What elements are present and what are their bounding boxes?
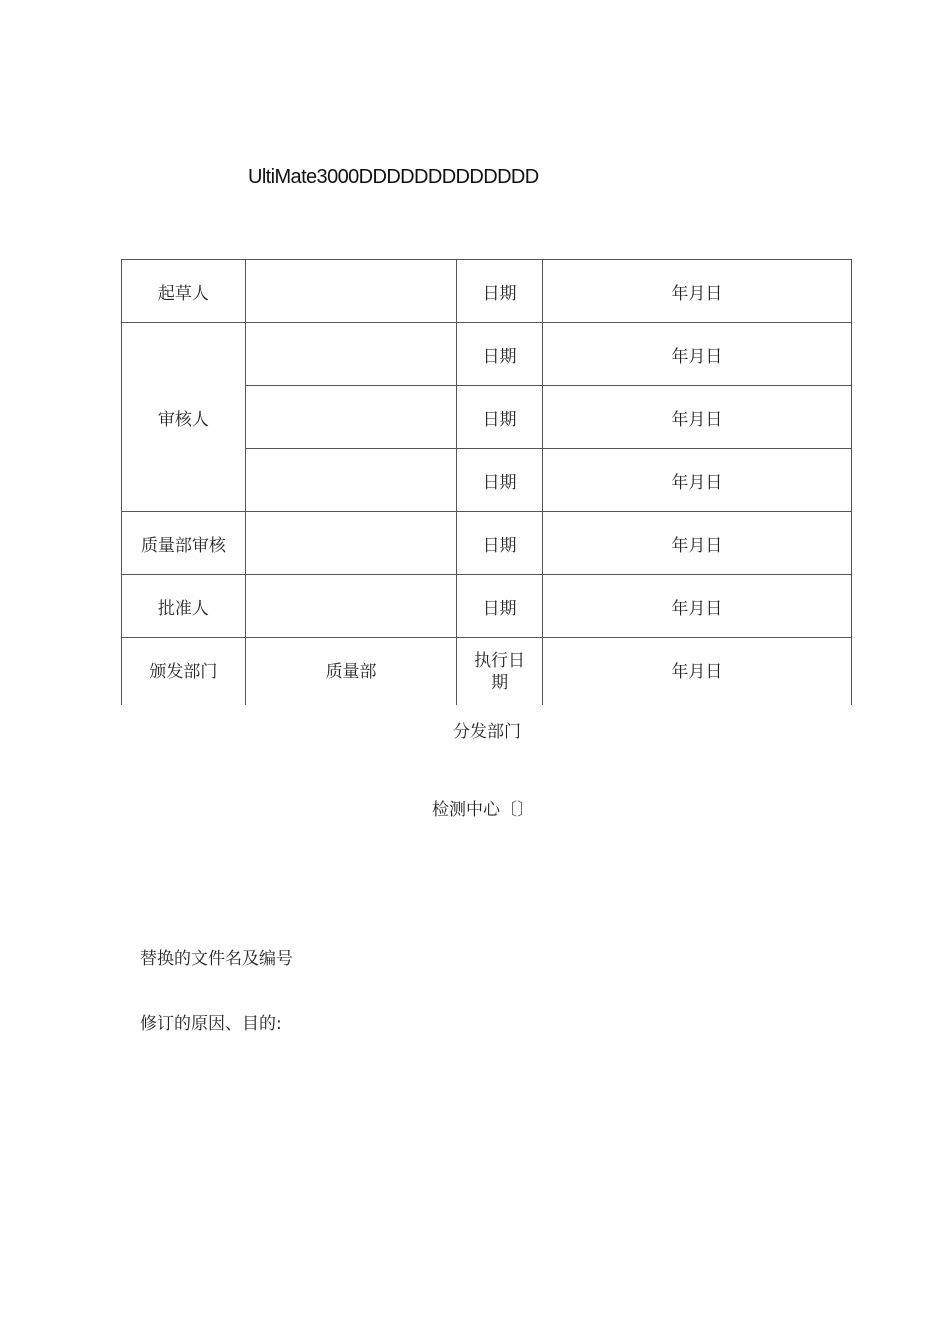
drafter-field[interactable] (245, 260, 456, 323)
approver-field[interactable] (245, 575, 456, 638)
table-row (122, 575, 852, 638)
exec-date-label-text: 执行日期 (474, 650, 526, 693)
replace-file-label: 替换的文件名及编号 (140, 949, 293, 969)
reviewer-label: 审核人 (122, 323, 246, 512)
date-label: 日期 (457, 512, 543, 575)
distribution-label: 分发部门 (453, 722, 521, 742)
date-value: 年月日 (542, 638, 851, 706)
document-title: UltiMate3000DDDDDDDDDDDDD (248, 166, 539, 188)
reviewer-field[interactable] (245, 323, 456, 386)
date-value: 年月日 (542, 323, 851, 386)
date-label: 日期 (457, 575, 543, 638)
date-value: 年月日 (542, 386, 851, 449)
issuing-dept-value: 质量部 (245, 638, 456, 706)
exec-date-label (457, 638, 543, 706)
revision-reason-label: 修订的原因、目的: (140, 1014, 282, 1034)
issuing-dept-label: 颁发部门 (122, 638, 246, 706)
reviewer-field[interactable] (245, 449, 456, 512)
date-label: 日期 (457, 386, 543, 449)
table-row (122, 638, 852, 706)
date-value: 年月日 (542, 575, 851, 638)
reviewer-field[interactable] (245, 386, 456, 449)
table-row (122, 512, 852, 575)
table-row (122, 323, 852, 386)
drafter-label: 起草人 (122, 260, 246, 323)
date-value: 年月日 (542, 260, 851, 323)
table-row (122, 260, 852, 323)
approval-table (121, 259, 852, 705)
approver-label: 批准人 (122, 575, 246, 638)
date-value: 年月日 (542, 449, 851, 512)
distribution-value: 检测中心〔〕 (432, 800, 534, 820)
date-value: 年月日 (542, 512, 851, 575)
qa-review-label: 质量部审核 (122, 512, 246, 575)
date-label: 日期 (457, 323, 543, 386)
date-label: 日期 (457, 260, 543, 323)
date-label: 日期 (457, 449, 543, 512)
qa-review-field[interactable] (245, 512, 456, 575)
